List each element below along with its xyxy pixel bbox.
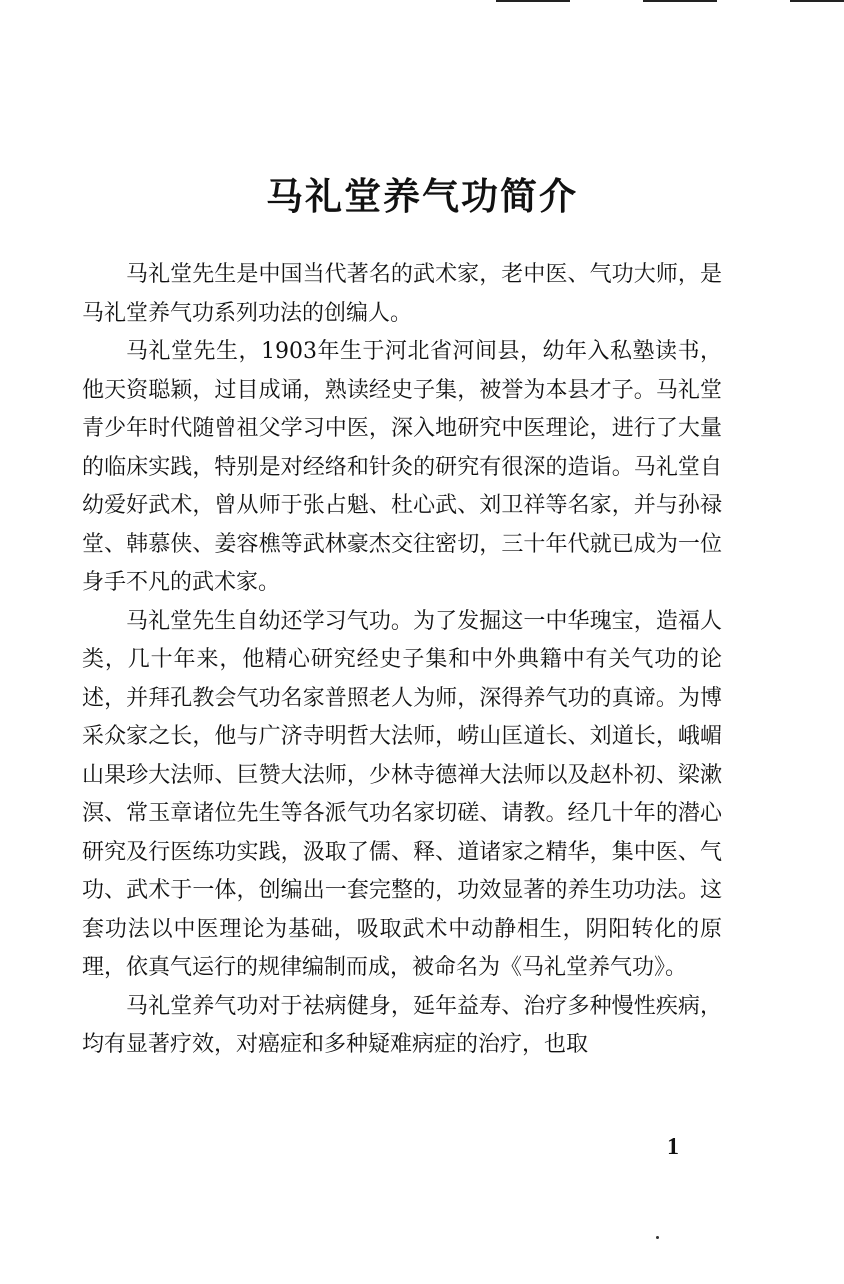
page-title: 马礼堂养气功简介 [266, 174, 578, 218]
paragraph-4: 马礼堂养气功对于祛病健身，延年益寿、治疗多种慢性疾病，均有显著疗效，对癌症和多种疑难病症的治疗，也取 [82, 993, 722, 1057]
paragraph-2: 马礼堂先生，1903年生于河北省河间县，幼年入私塾读书，他天资聪颖，过目成诵，熟读经史子集，被誉为本县才子。马礼堂青少年时代随曾祖父学习中医，深入地研究中医理论，进行了大量的临床实践，特别是对经络和针灸的研究有很深的造诣。马礼堂自幼爱好武术，曾从师于张占魁、杜心武、刘卫祥等名家，并与孙禄堂、韩慕侠、姜容樵等武林豪杰交往密切，三十年代就已成为一位身手不凡的武术家。 [82, 339, 722, 595]
scan-speck [656, 1236, 659, 1239]
body-text [82, 256, 722, 1065]
paragraph-3: 马礼堂先生自幼还学习气功。为了发掘这一中华瑰宝，造福人类，几十年来，他精心研究经史子集和中外典籍中有关气功的论述，并拜孔教会气功名家普照老人为师，深得养气功的真谛。为博采众家之长，他与广济寺明哲大法师，崂山匡道长、刘道长，峨嵋山果珍大法师、巨赞大法师，少林寺德禅大法师以及赵朴初、梁漱溟、常玉章诸位先生等各派气功名家切磋、请教。经几十年的潜心研究及行医练功实践，汲取了儒、释、道诸家之精华，集中医、气功、武术于一体，创编出一套完整的，功效显著的养生功功法。这套功法以中医理论为基础，吸取武术中动静相生，阴阳转化的原理，依真气运行的规律编制而成，被命名为《马礼堂养气功》。 [82, 608, 722, 980]
paragraph-1: 马礼堂先生是中国当代著名的武术家，老中医、气功大师，是马礼堂养气功系列功法的创编人。 [82, 262, 722, 326]
header-rule-2 [643, 0, 717, 2]
page-number: 1 [667, 1134, 679, 1160]
header-rule-3 [790, 0, 844, 2]
header-rule-1 [496, 0, 570, 2]
